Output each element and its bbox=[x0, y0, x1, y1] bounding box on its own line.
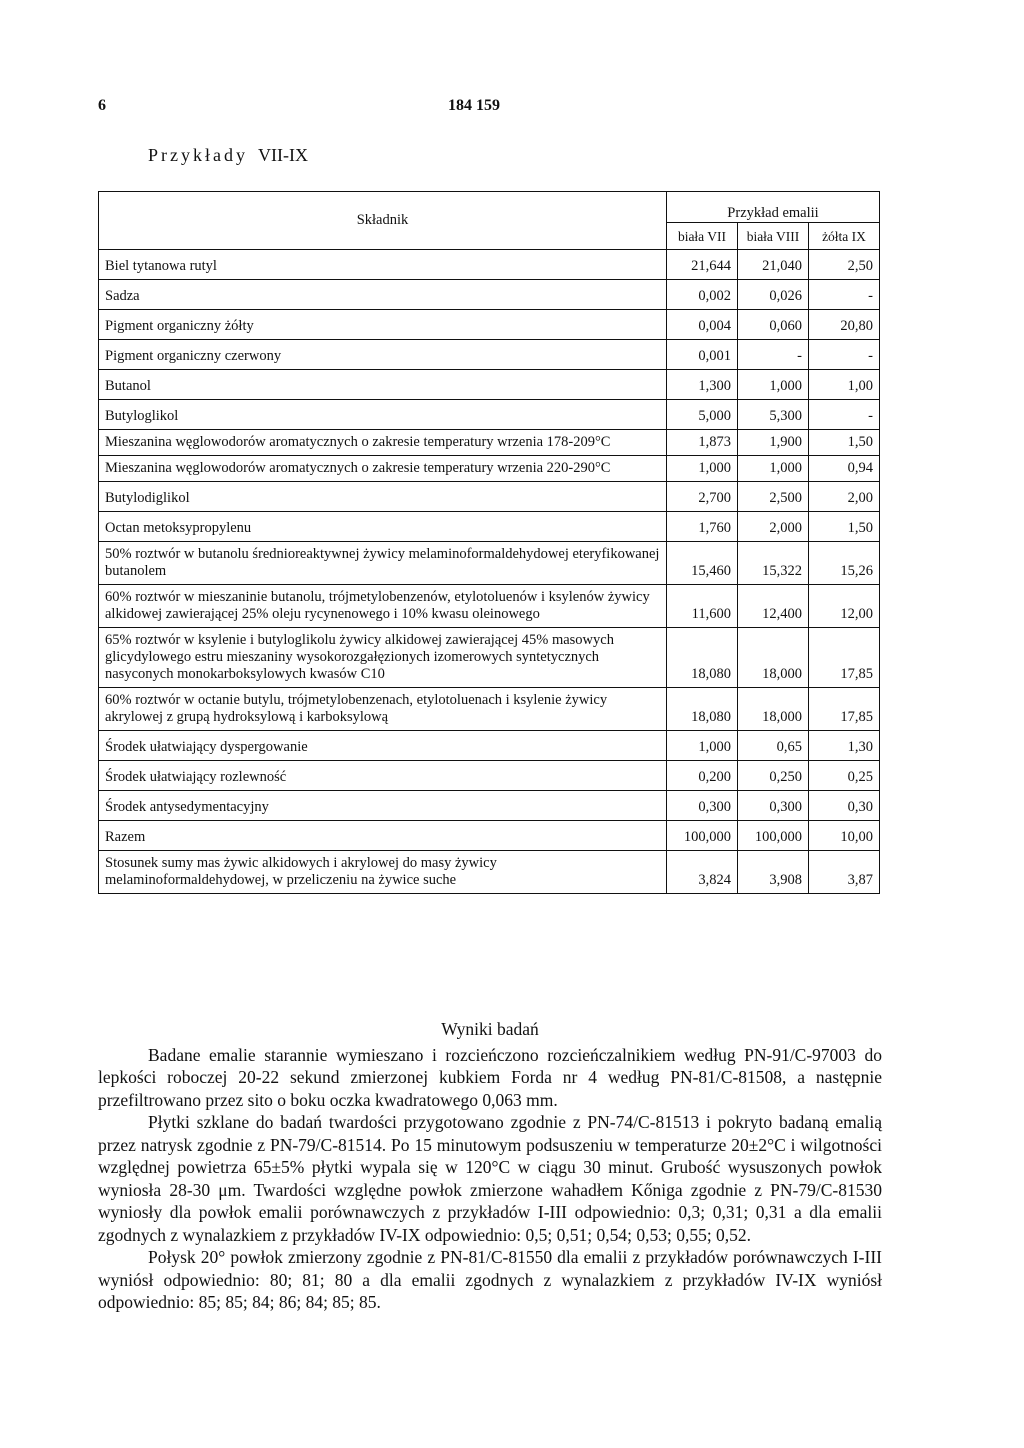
table-row bbox=[99, 430, 880, 456]
ingredient-name: 50% roztwór w butanolu średnioreaktywnej żywicy melaminoformaldehydowej eteryfikowanej butanolem bbox=[99, 542, 667, 585]
ingredient-value: 0,002 bbox=[667, 280, 738, 310]
results-paragraph-1: Badane emalie starannie wymieszano i rozcieńczono rozcieńczalnikiem według PN-91/C-97003 do lepkości roboczej 20-22 sekund zmierzonej kubkiem Forda nr 4 według PN-81/C-81508, a następnie przefiltrowano przez sito o boku oczka kwadratowego 0,063 mm. bbox=[98, 1044, 882, 1110]
table-row bbox=[99, 731, 880, 761]
results-section bbox=[98, 1018, 882, 1314]
ingredient-value: 1,50 bbox=[809, 512, 880, 542]
ingredient-value: 1,50 bbox=[809, 430, 880, 456]
table-row bbox=[99, 400, 880, 430]
ingredient-value: 1,760 bbox=[667, 512, 738, 542]
column-header-white-vii: biała VII bbox=[667, 223, 738, 250]
ingredient-value: 3,824 bbox=[667, 851, 738, 894]
table-row bbox=[99, 456, 880, 482]
ingredient-value: 100,000 bbox=[738, 821, 809, 851]
ingredient-value: 5,300 bbox=[738, 400, 809, 430]
ingredient-value: 1,30 bbox=[809, 731, 880, 761]
table-row bbox=[99, 482, 880, 512]
ingredient-value: 0,300 bbox=[738, 791, 809, 821]
ingredient-value: 1,000 bbox=[738, 456, 809, 482]
table-row bbox=[99, 280, 880, 310]
ingredient-value: 1,300 bbox=[667, 370, 738, 400]
table-row bbox=[99, 370, 880, 400]
ingredient-value: 2,500 bbox=[738, 482, 809, 512]
ingredient-value: 2,50 bbox=[809, 250, 880, 280]
results-paragraph-2: Płytki szklane do badań twardości przygotowano zgodnie z PN-74/C-81513 i pokryto badaną emalią przez natrysk zgodnie z PN-79/C-81514. Po 15 minutowym podsuszeniu w temperaturze 20±2°C i wilgotności względnej powietrza 65±5% płytki wypala się w 120°C w ciągu 30 minut. Grubość wysuszonych powłok wyniosła 28-30 μm. Twardości względne powłok zmierzone wahadłem Kőniga zgodnie z PN-79/C-81530 wyniosły dla powłok emalii porównawczych z przykładów I-III odpowiednio: 0,3; 0,31; 0,31 a dla emalii zgodnych z wynalazkiem z przykładów IV-IX odpowiednio: 0,5; 0,51; 0,54; 0,53; 0,55; 0,52. bbox=[98, 1112, 882, 1245]
section-title-range: VII-IX bbox=[257, 145, 308, 165]
column-header-yellow-ix: żółta IX bbox=[809, 223, 880, 250]
ingredient-name: Butanol bbox=[99, 370, 667, 400]
ingredient-value: 12,400 bbox=[738, 585, 809, 628]
page-number: 6 bbox=[98, 97, 106, 114]
ingredient-name: Środek ułatwiający dyspergowanie bbox=[99, 731, 667, 761]
example-group-header: Przykład emalii bbox=[667, 192, 880, 223]
ingredient-name: Mieszanina węglowodorów aromatycznych o zakresie temperatury wrzenia 178-209°C bbox=[99, 430, 667, 456]
composition-table bbox=[98, 191, 880, 894]
ingredient-value: 0,250 bbox=[738, 761, 809, 791]
table-row bbox=[99, 821, 880, 851]
ingredient-value: 0,94 bbox=[809, 456, 880, 482]
ingredient-value: 1,900 bbox=[738, 430, 809, 456]
ingredient-value: 21,644 bbox=[667, 250, 738, 280]
ingredient-value: 15,26 bbox=[809, 542, 880, 585]
ingredient-name: Octan metoksypropylenu bbox=[99, 512, 667, 542]
table-body bbox=[99, 250, 880, 894]
ingredient-name: Mieszanina węglowodorów aromatycznych o zakresie temperatury wrzenia 220-290°C bbox=[99, 456, 667, 482]
ingredient-name: Razem bbox=[99, 821, 667, 851]
table-row bbox=[99, 250, 880, 280]
ingredient-value: 15,460 bbox=[667, 542, 738, 585]
ingredient-value: 2,700 bbox=[667, 482, 738, 512]
ingredient-value: 1,00 bbox=[809, 370, 880, 400]
ingredient-value: 10,00 bbox=[809, 821, 880, 851]
ingredient-value: 2,000 bbox=[738, 512, 809, 542]
ingredient-name: Sadza bbox=[99, 280, 667, 310]
ingredient-name: Biel tytanowa rutyl bbox=[99, 250, 667, 280]
ingredient-value: 12,00 bbox=[809, 585, 880, 628]
ingredient-value: - bbox=[809, 340, 880, 370]
table-row bbox=[99, 791, 880, 821]
ingredient-name: 60% roztwór w mieszaninie butanolu, trójmetylobenzenów, etylotoluenów i ksylenów żywicy alkidowej zawierającej 25% oleju rycynenowego i 10% kwasu oleinowego bbox=[99, 585, 667, 628]
ingredient-value: 100,000 bbox=[667, 821, 738, 851]
ingredient-value: 2,00 bbox=[809, 482, 880, 512]
table-row bbox=[99, 851, 880, 894]
page-header bbox=[98, 97, 882, 119]
column-header-white-viii: biała VIII bbox=[738, 223, 809, 250]
table-row bbox=[99, 761, 880, 791]
ingredient-value: 1,000 bbox=[667, 731, 738, 761]
ingredient-name: Pigment organiczny czerwony bbox=[99, 340, 667, 370]
ingredient-value: 1,873 bbox=[667, 430, 738, 456]
ingredient-value: 20,80 bbox=[809, 310, 880, 340]
ingredient-name: Butylodiglikol bbox=[99, 482, 667, 512]
ingredient-name: Środek ułatwiający rozlewność bbox=[99, 761, 667, 791]
ingredient-value: 1,000 bbox=[667, 456, 738, 482]
ingredient-value: 0,30 bbox=[809, 791, 880, 821]
ingredient-value: 0,200 bbox=[667, 761, 738, 791]
table-row bbox=[99, 542, 880, 585]
ingredient-value: 21,040 bbox=[738, 250, 809, 280]
ingredient-value: 0,001 bbox=[667, 340, 738, 370]
ingredient-value: 1,000 bbox=[738, 370, 809, 400]
ingredient-value: 18,000 bbox=[738, 628, 809, 688]
ingredient-value: 0,300 bbox=[667, 791, 738, 821]
ingredient-value: 0,026 bbox=[738, 280, 809, 310]
ingredient-value: 3,87 bbox=[809, 851, 880, 894]
ingredient-value: 0,060 bbox=[738, 310, 809, 340]
results-paragraph-3: Połysk 20° powłok zmierzony zgodnie z PN-81/C-81550 dla emalii z przykładów porównawczych I-III wyniósł odpowiednio: 80; 81; 80 a dla emalii zgodnych z wynalazkiem z przykładów IV-IX wyniósł odpowiednio: 85; 85; 84; 86; 84; 85; 85. bbox=[98, 1247, 882, 1312]
ingredient-value: 18,080 bbox=[667, 628, 738, 688]
table-row bbox=[99, 512, 880, 542]
ingredient-value: - bbox=[738, 340, 809, 370]
ingredient-value: - bbox=[809, 280, 880, 310]
ingredient-value: - bbox=[809, 400, 880, 430]
ingredient-value: 0,65 bbox=[738, 731, 809, 761]
ingredient-name: 60% roztwór w octanie butylu, trójmetylobenzenach, etylotoluenach i ksylenie żywicy akrylowej z grupą hydroksylową i karboksylową bbox=[99, 688, 667, 731]
ingredient-value: 11,600 bbox=[667, 585, 738, 628]
ingredient-value: 0,25 bbox=[809, 761, 880, 791]
table-row bbox=[99, 585, 880, 628]
ingredient-column-header: Składnik bbox=[99, 192, 667, 250]
ingredient-name: Środek antysedymentacyjny bbox=[99, 791, 667, 821]
ingredient-value: 5,000 bbox=[667, 400, 738, 430]
ingredient-value: 18,000 bbox=[738, 688, 809, 731]
ingredient-name: Stosunek sumy mas żywic alkidowych i akrylowej do masy żywicy melaminoformaldehydowej, w przeliczeniu na żywice suche bbox=[99, 851, 667, 894]
table-row bbox=[99, 688, 880, 731]
ingredient-value: 15,322 bbox=[738, 542, 809, 585]
table-header bbox=[99, 192, 880, 250]
ingredient-name: Pigment organiczny żółty bbox=[99, 310, 667, 340]
ingredient-value: 17,85 bbox=[809, 688, 880, 731]
ingredient-value: 3,908 bbox=[738, 851, 809, 894]
section-title-label: Przykłady bbox=[148, 145, 248, 165]
patent-number: 184 159 bbox=[448, 97, 500, 114]
table-row bbox=[99, 340, 880, 370]
section-title bbox=[148, 145, 308, 166]
table-row bbox=[99, 310, 880, 340]
ingredient-name: Butyloglikol bbox=[99, 400, 667, 430]
ingredient-name: 65% roztwór w ksylenie i butyloglikolu żywicy alkidowej zawierającej 45% masowych glicydylowego estru mieszaniny wysokorozgałęzionych izomerowych syntetycznych nasyconych monokarboksylowych kwasów C10 bbox=[99, 628, 667, 688]
ingredient-value: 0,004 bbox=[667, 310, 738, 340]
ingredient-value: 18,080 bbox=[667, 688, 738, 731]
ingredient-value: 17,85 bbox=[809, 628, 880, 688]
results-title: Wyniki badań bbox=[441, 1019, 539, 1039]
table-row bbox=[99, 628, 880, 688]
